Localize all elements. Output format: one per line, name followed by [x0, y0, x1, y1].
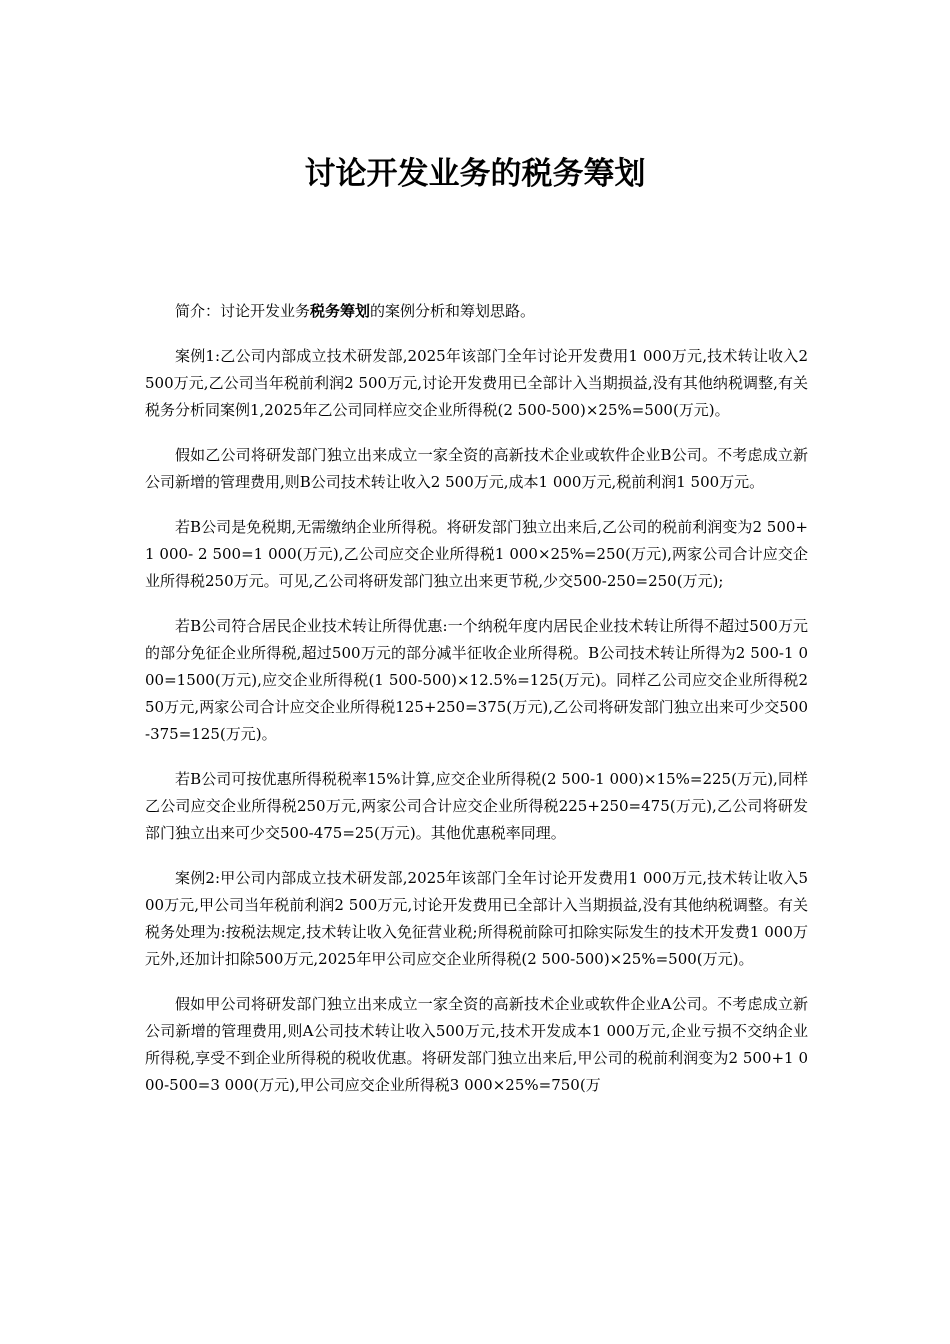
intro-prefix: 简介：讨论开发业务 — [175, 302, 311, 320]
paragraph-case1-tech-transfer: 若B公司符合居民企业技术转让所得优惠:一个纳税年度内居民企业技术转让所得不超过500万元的部分免征企业所得税,超过500万元的部分减半征收企业所得税。B公司技术转让所得为2 500-1 000=1500(万元),应交企业所得税(1 500-500)×12.5%=125(万元)。同样乙公司应交企业所得税250万元,两家公司合计应交企业所得税125+250=375(万元),乙公司将研发部门独立出来可少交500-375=125(万元)。 — [145, 617, 808, 743]
paragraph-case1: 案例1:乙公司内部成立技术研发部,2025年该部门全年讨论开发费用1 000万元,技术转让收入2 500万元,乙公司当年税前利润2 500万元,讨论开发费用已全部计入当期损益,没有其他纳税调整,有关税务分析同案例1,2025年乙公司同样应交企业所得税(2 500-500)×25%=500(万元)。 — [145, 347, 808, 419]
intro-keyword-link[interactable]: 税务筹划 — [310, 302, 371, 320]
document-title: 讨论开发业务的税务筹划 — [304, 156, 646, 192]
document-body — [145, 298, 808, 1117]
intro-suffix: 的案例分析和筹划思路。 — [370, 302, 536, 320]
paragraph-case2-split: 假如甲公司将研发部门独立出来成立一家全资的高新技术企业或软件企业A公司。不考虑成立新公司新增的管理费用,则A公司技术转让收入500万元,技术开发成本1 000万元,企业亏损不交纳企业所得税,享受不到企业所得税的税收优惠。将研发部门独立出来后,甲公司的税前利润变为2 500+1 000-500=3 000(万元),甲公司应交企业所得税3 000×25%=750(万 — [145, 995, 808, 1094]
paragraph-case2: 案例2:甲公司内部成立技术研发部,2025年该部门全年讨论开发费用1 000万元,技术转让收入500万元,甲公司当年税前利润2 500万元,讨论开发费用已全部计入当期损益,没有其他纳税调整。有关税务处理为:按税法规定,技术转让收入免征营业税;所得税前除可扣除实际发生的技术开发费1 000万元外,还加计扣除500万元,2025年甲公司应交企业所得税(2 500-500)×25%=500(万元)。 — [145, 869, 808, 968]
intro-paragraph — [145, 298, 808, 325]
paragraph-case1-split: 假如乙公司将研发部门独立出来成立一家全资的高新技术企业或软件企业B公司。不考虑成立新公司新增的管理费用,则B公司技术转让收入2 500万元,成本1 000万元,税前利润1 500万元。 — [145, 446, 808, 491]
paragraph-case1-exempt: 若B公司是免税期,无需缴纳企业所得税。将研发部门独立出来后,乙公司的税前利润变为2 500+1 000- 2 500=1 000(万元),乙公司应交企业所得税1 000×25%=250(万元),两家公司合计应交企业所得税250万元。可见,乙公司将研发部门独立出来更节税,少交500-250=250(万元); — [145, 518, 808, 590]
paragraph-case1-rate15: 若B公司可按优惠所得税税率15%计算,应交企业所得税(2 500-1 000)×15%=225(万元),同样乙公司应交企业所得税250万元,两家公司合计应交企业所得税225+250=475(万元),乙公司将研发部门独立出来可少交500-475=25(万元)。其他优惠税率同理。 — [145, 770, 808, 842]
